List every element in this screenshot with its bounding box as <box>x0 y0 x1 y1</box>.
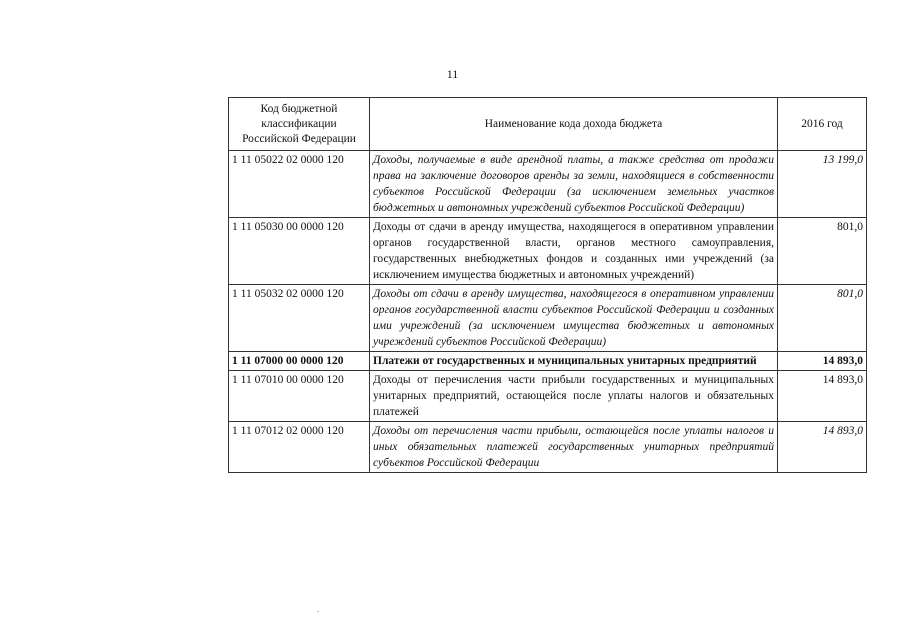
amount-cell: 801,0 <box>778 218 867 285</box>
scan-artifact <box>317 611 319 612</box>
budget-code-cell: 1 11 07000 00 0000 120 <box>229 352 370 371</box>
table-row <box>229 371 867 422</box>
budget-code-cell: 1 11 07012 02 0000 120 <box>229 422 370 473</box>
revenue-name-cell: Доходы от перечисления части прибыли государственных и муниципальных унитарных предприятий, остающейся после уплаты налогов и обязательных платежей <box>370 371 778 422</box>
amount-cell: 14 893,0 <box>778 371 867 422</box>
table-row <box>229 151 867 218</box>
table-row <box>229 422 867 473</box>
revenue-name-cell: Доходы от сдачи в аренду имущества, находящегося в оперативном управлении органов государственной власти, органов местного самоуправления, государственных внебюджетных фондов и созданных ими учреждений (за исключением имущества бюджетных и автономных учреждений) <box>370 218 778 285</box>
table-row <box>229 218 867 285</box>
amount-cell: 14 893,0 <box>778 352 867 371</box>
amount-cell: 14 893,0 <box>778 422 867 473</box>
budget-code-cell: 1 11 07010 00 0000 120 <box>229 371 370 422</box>
revenue-name-cell: Доходы от перечисления части прибыли, остающейся после уплаты налогов и иных обязательных платежей государственных унитарных предприятий субъектов Российской Федерации <box>370 422 778 473</box>
amount-cell: 801,0 <box>778 285 867 352</box>
page-number: 11 <box>446 67 459 81</box>
table-header-row <box>229 98 867 151</box>
budget-code-cell: 1 11 05030 00 0000 120 <box>229 218 370 285</box>
table-row-subtotal <box>229 352 867 371</box>
revenue-name-cell: Платежи от государственных и муниципальных унитарных предприятий <box>370 352 778 371</box>
header-revenue-name: Наименование кода дохода бюджета <box>370 98 778 151</box>
budget-revenue-table <box>228 97 867 473</box>
header-year-2016: 2016 год <box>778 98 867 151</box>
budget-code-cell: 1 11 05032 02 0000 120 <box>229 285 370 352</box>
revenue-name-cell: Доходы от сдачи в аренду имущества, находящегося в оперативном управлении органов государственной власти субъектов Российской Федерации и созданных ими учреждений (за исключением имущества бюджетных и автономных учреждений субъектов Российской Федерации) <box>370 285 778 352</box>
revenue-name-cell: Доходы, получаемые в виде арендной платы, а также средства от продажи права на заключение договоров аренды за земли, находящиеся в собственности субъектов Российской Федерации (за исключением земельных участков бюджетных и автономных учреждений субъектов Российской Федерации) <box>370 151 778 218</box>
table-row <box>229 285 867 352</box>
budget-code-cell: 1 11 05022 02 0000 120 <box>229 151 370 218</box>
header-budget-code: Код бюджетной классификации Российской Федерации <box>229 98 370 151</box>
amount-cell: 13 199,0 <box>778 151 867 218</box>
